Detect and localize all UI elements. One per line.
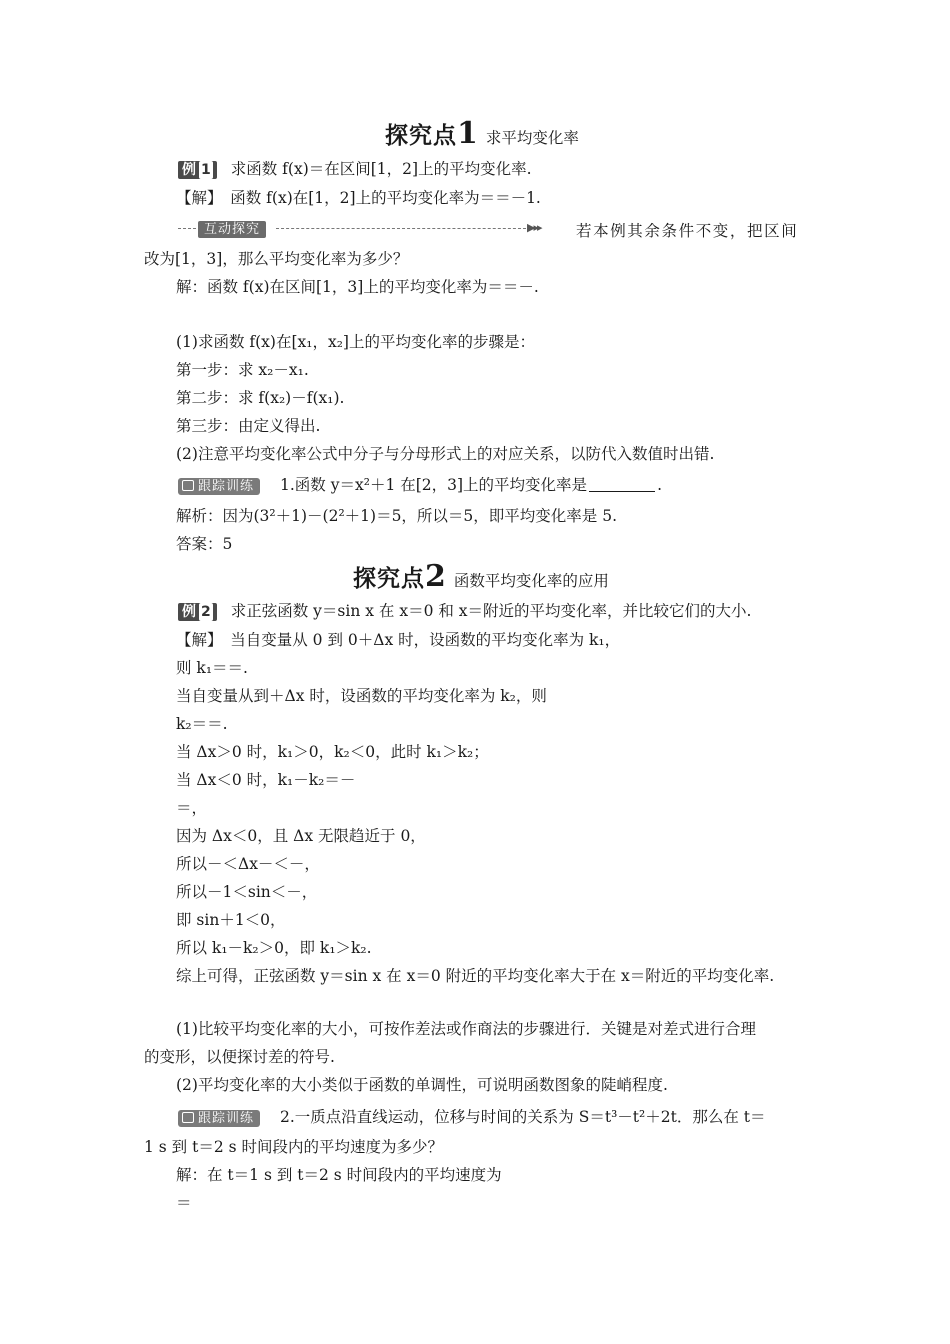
practice-2-answer-cont: ＝ xyxy=(176,1194,192,1212)
section-1-title xyxy=(385,116,579,151)
section-2-subtitle: 函数平均变化率的应用 xyxy=(453,572,609,590)
method-1-line-4: 第三步：由定义得出. xyxy=(176,417,321,435)
practice-2-answer: 解：在 t＝1 s 到 t＝2 s 时间段内的平均速度为 xyxy=(176,1166,502,1184)
example-2-line-6: 当 Δx＜0 时，k₁－k₂＝－ xyxy=(176,771,356,789)
notebook-icon xyxy=(182,480,194,491)
section-2-title xyxy=(353,559,609,594)
explore-dash-left xyxy=(178,228,196,229)
practice-2-badge: 跟踪训练 xyxy=(178,1110,260,1127)
practice-2-question-cont: 1 s 到 t＝2 s 时间段内的平均速度为多少？ xyxy=(144,1138,443,1156)
example-2-line-9: 所以－＜Δx－＜－， xyxy=(176,855,320,873)
example-2-line-3: 当自变量从到＋Δx 时，设函数的平均变化率为 k₂，则 xyxy=(176,687,547,705)
example-2-badge: 例 2 xyxy=(178,603,217,621)
example-2-line-5: 当 Δx＞0 时，k₁＞0，k₂＜0，此时 k₁＞k₂； xyxy=(176,743,489,761)
section-1-number: 1 xyxy=(457,116,478,151)
example-2-line-4: k₂＝＝. xyxy=(176,715,228,733)
explore-badge-wrap xyxy=(198,217,266,239)
practice-1-analysis: 解析：因为(3²＋1)－(2²＋1)＝5，所以＝5，即平均变化率是 5. xyxy=(176,507,618,525)
section-1-label: 探究点 xyxy=(385,123,457,149)
example-2-line-10: 所以－1＜sin＜－， xyxy=(176,883,318,901)
example-2-line-11: 即 sin＋1＜0， xyxy=(176,911,286,929)
method-2-line-1: (1)比较平均变化率的大小，可按作差法或作商法的步骤进行．关键是对差式进行合理 xyxy=(176,1020,756,1038)
method-2-line-3: (2)平均变化率的大小类似于函数的单调性，可说明函数图象的陡峭程度. xyxy=(176,1076,668,1094)
method-1-line-1: (1)求函数 f(x)在[x₁，x₂]上的平均变化率的步骤是： xyxy=(176,333,535,351)
example-2-line-2: 则 k₁＝＝. xyxy=(176,659,248,677)
example-2-line-8: 因为 Δx＜0，且 Δx 无限趋近于 0， xyxy=(176,827,426,845)
practice-1-answer: 答案：5 xyxy=(176,535,233,553)
section-2-number: 2 xyxy=(425,559,446,594)
method-1-line-5: (2)注意平均变化率公式中分子与分母形式上的对应关系，以防代入数值时出错. xyxy=(176,445,715,463)
example-2-question: 例 2 求正弦函数 y＝sin x 在 x＝0 和 x＝附近的平均变化率，并比较它们的大小. xyxy=(178,600,751,622)
explore-dash-right xyxy=(276,228,526,229)
section-1-subtitle: 求平均变化率 xyxy=(485,129,579,147)
example-2-line-13: 综上可得，正弦函数 y＝sin x 在 x＝0 附近的平均变化率大于在 x＝附近的平均变化率. xyxy=(176,967,775,985)
example-1-question: 例 1 求函数 f(x)＝在区间[1，2]上的平均变化率. xyxy=(178,158,532,180)
example-2-line-7: ＝， xyxy=(176,799,208,817)
method-2-line-2: 的变形，以便探讨差的符号. xyxy=(144,1048,335,1066)
example-1-solution: 【解】 函数 f(x)在[1，2]上的平均变化率为＝＝－1. xyxy=(176,189,541,207)
practice-1-question: 跟踪训练 1.函数 y＝x²＋1 在[2，3]上的平均变化率是 . xyxy=(178,474,662,496)
explore-answer: 解：函数 f(x)在区间[1，3]上的平均变化率为＝＝－. xyxy=(176,278,539,296)
practice-1-badge: 跟踪训练 xyxy=(178,478,260,495)
practice-2-question: 跟踪训练 2.一质点沿直线运动，位移与时间的关系为 S＝t³－t²＋2t．那么在 t＝ xyxy=(178,1106,765,1128)
explore-question: 若本例其余条件不变，把区间 xyxy=(576,222,799,240)
method-1-line-2: 第一步：求 x₂－x₁. xyxy=(176,361,309,379)
explore-question-cont: 改为[1，3]，那么平均变化率为多少？ xyxy=(144,250,409,268)
example-2-line-1: 【解】 当自变量从 0 到 0＋Δx 时，设函数的平均变化率为 k₁， xyxy=(176,631,621,649)
answer-blank xyxy=(589,477,655,492)
explore-badge: 互动探究 xyxy=(198,221,266,238)
method-1-line-3: 第二步：求 f(x₂)－f(x₁). xyxy=(176,389,345,407)
section-2-label: 探究点 xyxy=(353,566,425,592)
notebook-icon xyxy=(182,1112,194,1123)
example-1-badge: 例 1 xyxy=(178,161,217,179)
arrow-icon: ▶▸▸ xyxy=(527,221,541,234)
example-2-line-12: 所以 k₁－k₂＞0，即 k₁＞k₂. xyxy=(176,939,372,957)
